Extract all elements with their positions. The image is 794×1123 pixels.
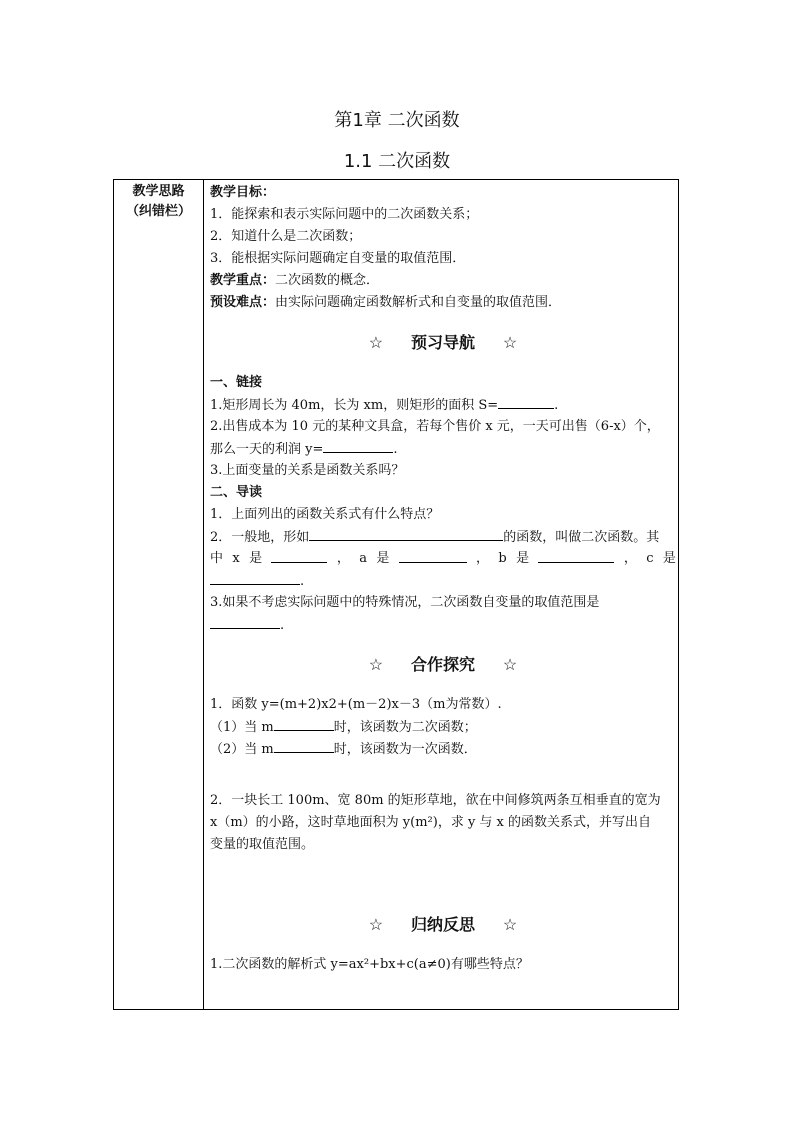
explore-question-1: 1．函数 y=(m+2)x2+(m－2)x－3（m为常数）. xyxy=(210,697,502,712)
guide-question-2-text-end: 的函数，叫做二次函数。其 xyxy=(503,530,660,545)
link-question-3: 3.上面变量的关系是函数关系吗？ xyxy=(210,463,405,478)
key-point-label: 教学重点： xyxy=(210,273,276,288)
answer-blank[interactable] xyxy=(274,716,334,731)
content-column xyxy=(210,182,676,976)
guide-word: 是 xyxy=(662,551,676,566)
answer-blank[interactable] xyxy=(210,614,280,629)
explore-question-1-part-2 xyxy=(210,738,676,760)
guide-word: x xyxy=(232,551,240,566)
chapter-title: 第1章 二次函数 xyxy=(334,110,460,131)
guide-word: ， xyxy=(623,551,637,566)
difficulty-text: 由实际问题确定函数解析式和自变量的取值范围． xyxy=(275,295,562,310)
guide-question-2-text: 2．一般地，形如 xyxy=(210,530,310,545)
explore-question-2-line-1: 2．一块长工 100m、宽 80m 的矩形草地，欲在中间修筑两条互相垂直的宽为 xyxy=(210,793,661,808)
guide-heading: 二、导读 xyxy=(210,485,263,500)
star-icon: ☆ xyxy=(502,333,518,352)
left-column-subtitle: （纠错栏） xyxy=(125,204,191,219)
lesson-table xyxy=(113,179,679,1010)
section-title: 1.1 二次函数 xyxy=(343,151,451,172)
answer-blank[interactable] xyxy=(498,394,554,409)
difficulty-label: 预设难点： xyxy=(210,295,276,310)
explore-question-2-line-2: x（m）的小路，这时草地面积为 y(m²)，求 y 与 x 的函数关系式，并写出自 xyxy=(210,815,652,830)
goal-item-1: 1．能探索和表示实际问题中的二次函数关系； xyxy=(210,207,479,222)
star-icon: ☆ xyxy=(368,655,384,674)
key-point-text: 二次函数的概念． xyxy=(275,273,380,288)
guide-question-3-line-2 xyxy=(210,614,676,636)
guide-word: b xyxy=(498,551,507,566)
guide-question-2-end: . xyxy=(300,574,305,589)
guide-question-1: 1．上面列出的函数关系式有什么特点？ xyxy=(210,507,440,522)
link-question-2-text: 那么一天的利润 y= xyxy=(210,442,324,457)
explore-part-1-pre: （1）当 m xyxy=(210,720,274,735)
explore-question-2-line-3: 变量的取值范围。 xyxy=(210,837,315,852)
guide-question-2-line-3 xyxy=(210,570,676,592)
star-icon: ☆ xyxy=(502,915,518,934)
left-column-title: 教学思路 xyxy=(132,184,185,199)
link-question-2-line-1: 2.出售成本为 10 元的某种文具盒，若每个售价 x 元，一天可出售（6-x）个， xyxy=(210,419,660,434)
explore-heading xyxy=(210,648,676,682)
link-question-1-end: . xyxy=(554,398,559,413)
goals-heading: 教学目标： xyxy=(210,185,276,200)
answer-blank[interactable] xyxy=(323,438,393,453)
reflect-heading xyxy=(210,908,676,942)
difficulty-point xyxy=(210,292,676,314)
star-icon: ☆ xyxy=(368,333,384,352)
reflect-question-1: 1.二次函数的解析式 y=ax²+bx+c(a≠0)有哪些特点？ xyxy=(210,957,529,972)
guide-word: ， xyxy=(476,551,490,566)
guide-question-3-end: . xyxy=(280,618,285,633)
guide-word: c xyxy=(646,551,654,566)
guide-question-2-line-2 xyxy=(210,548,676,570)
explore-heading-text: 合作探究 xyxy=(410,655,475,674)
goal-item-2: 2．知道什么是二次函数； xyxy=(210,229,362,244)
explore-part-2-pre: （2）当 m xyxy=(210,742,274,757)
goal-item-3: 3．能根据实际问题确定自变量的取值范围． xyxy=(210,251,466,266)
link-question-1-text: 1.矩形周长为 40m，长为 xm，则矩形的面积 S= xyxy=(210,398,499,413)
guide-word: 是 xyxy=(516,551,530,566)
answer-blank[interactable] xyxy=(271,548,327,563)
guide-word: 是 xyxy=(376,551,390,566)
preview-heading xyxy=(210,326,676,360)
link-question-1 xyxy=(210,394,676,416)
answer-blank[interactable] xyxy=(210,570,300,585)
reflect-heading-text: 归纳反思 xyxy=(410,915,475,934)
answer-blank[interactable] xyxy=(399,548,467,563)
answer-blank[interactable] xyxy=(538,548,614,563)
guide-question-3-line-1: 3.如果不考虑实际问题中的特殊情况，二次函数自变量的取值范围是 xyxy=(210,595,600,610)
left-column xyxy=(114,182,203,222)
star-icon: ☆ xyxy=(368,915,384,934)
guide-word: 是 xyxy=(249,551,263,566)
guide-word: a xyxy=(359,551,367,566)
link-question-2-end: . xyxy=(393,442,398,457)
preview-heading-text: 预习导航 xyxy=(410,333,475,352)
link-heading: 一、链接 xyxy=(210,375,263,390)
link-question-2-line-2 xyxy=(210,438,676,460)
guide-word: 中 xyxy=(210,551,224,566)
answer-blank[interactable] xyxy=(309,526,503,541)
guide-question-2-line-1 xyxy=(210,526,676,548)
star-icon: ☆ xyxy=(502,655,518,674)
answer-blank[interactable] xyxy=(274,738,334,753)
explore-question-1-part-1 xyxy=(210,716,676,738)
key-point xyxy=(210,270,676,292)
column-divider xyxy=(203,180,204,1009)
guide-word: ， xyxy=(336,551,350,566)
explore-part-2-post: 时，该函数为一次函数． xyxy=(333,742,477,757)
explore-part-1-post: 时，该函数为二次函数； xyxy=(333,720,477,735)
